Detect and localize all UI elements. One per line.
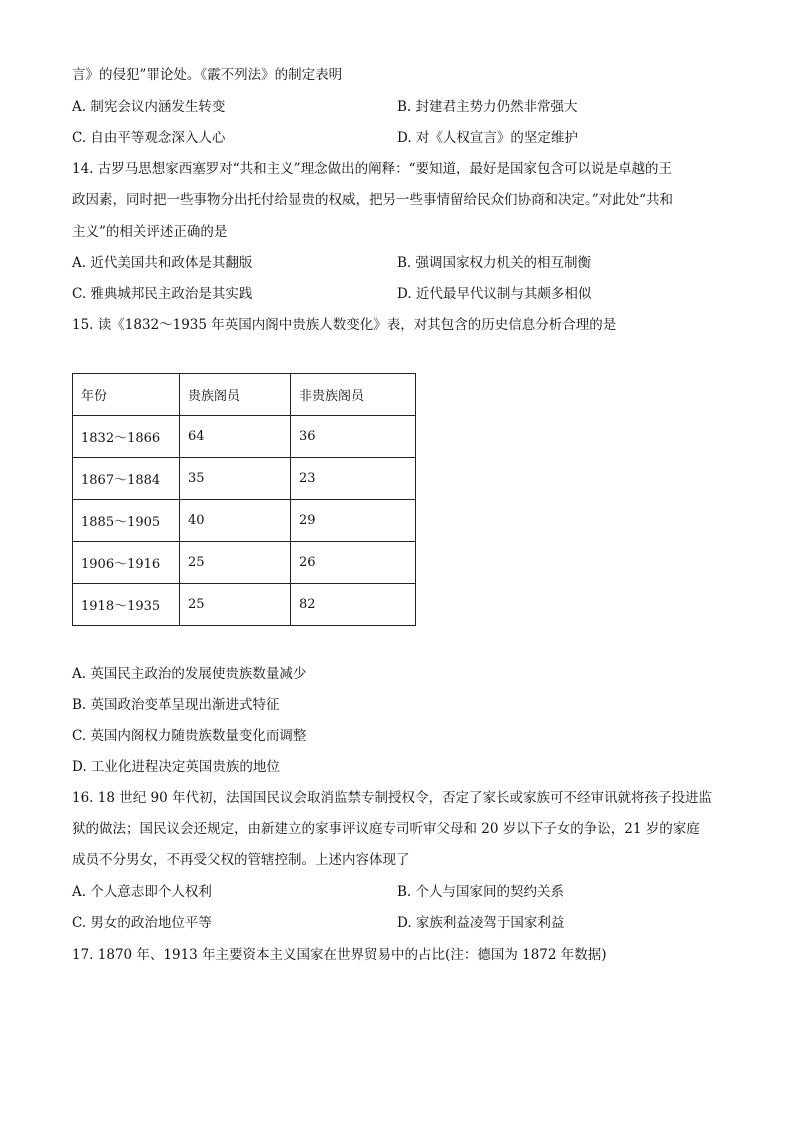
q15-stem: 15. 读《1832～1935 年英国内阁中贵族人数变化》表，对其包含的历史信息分析合理的是 <box>72 317 617 333</box>
q16-option-a: A. 个人意志即个人权利 <box>72 884 212 900</box>
table-cell: 40 <box>180 500 291 542</box>
table-cell: 64 <box>180 416 291 458</box>
q16-option-d: D. 家族利益凌驾于国家利益 <box>397 915 565 931</box>
table-header-row <box>73 374 416 416</box>
table-header-cell: 非贵族阁员 <box>291 374 416 416</box>
q16-stem-line-1: 16. 18 世纪 90 年代初，法国国民议会取消监禁专制授权令，否定了家长或家族可不经审讯就将孩子投进监 <box>72 790 712 806</box>
table-cell: 1832～1866 <box>73 416 180 458</box>
q15-option-d: D. 工业化进程决定英国贵族的地位 <box>72 759 280 775</box>
table-cell: 35 <box>180 458 291 500</box>
q13-option-a: A. 制宪会议内涵发生转变 <box>72 99 226 115</box>
q13-option-c: C. 自由平等观念深入人心 <box>72 130 226 146</box>
table-header-cell: 年份 <box>73 374 180 416</box>
table-row <box>73 584 416 626</box>
q16-stem-line-3: 成员不分男女，不再受父权的管辖控制。上述内容体现了 <box>72 852 410 868</box>
q15-option-c: C. 英国内阁权力随贵族数量变化而调整 <box>72 728 307 744</box>
q14-stem-line-2: 政因素，同时把一些事物分出托付给显贵的权威，把另一些事情留给民众们协商和决定。”对此处“共和 <box>72 192 674 208</box>
table-cell: 25 <box>180 542 291 584</box>
q13-option-d: D. 对《人权宣言》的坚定维护 <box>397 130 578 146</box>
table-row <box>73 416 416 458</box>
q16-stem-line-2: 狱的做法；国民议会还规定，由新建立的家事评议庭专司听审父母和 20 岁以下子女的争讼，21 岁的家庭 <box>72 821 700 837</box>
table-cell: 29 <box>291 500 416 542</box>
table-cell: 1906～1916 <box>73 542 180 584</box>
q15-option-a: A. 英国民主政治的发展使贵族数量减少 <box>72 666 307 682</box>
table-cell: 82 <box>291 584 416 626</box>
q14-option-b: B. 强调国家权力机关的相互制衡 <box>397 255 592 271</box>
q13-option-b: B. 封建君主势力仍然非常强大 <box>397 99 578 115</box>
table-cell: 23 <box>291 458 416 500</box>
q15-option-b: B. 英国政治变革呈现出渐进式特征 <box>72 697 280 713</box>
q14-option-a: A. 近代美国共和政体是其翻版 <box>72 255 253 271</box>
table-row <box>73 500 416 542</box>
table-cell: 1918～1935 <box>73 584 180 626</box>
q13-stem: 言》的侵犯”罪论处。《霰不列法》的制定表明 <box>72 67 343 83</box>
q14-option-d: D. 近代最早代议制与其颇多相似 <box>397 286 592 302</box>
q14-stem-line-3: 主义”的相关评述正确的是 <box>72 224 228 240</box>
table-header-cell: 贵族阁员 <box>180 374 291 416</box>
q14-option-c: C. 雅典城邦民主政治是其实践 <box>72 286 253 302</box>
table-row <box>73 458 416 500</box>
q16-option-b: B. 个人与国家间的契约关系 <box>397 884 565 900</box>
table-cell: 1867～1884 <box>73 458 180 500</box>
table-cell: 1885～1905 <box>73 500 180 542</box>
table-cell: 26 <box>291 542 416 584</box>
table-cell: 25 <box>180 584 291 626</box>
q14-stem-line-1: 14. 古罗马思想家西塞罗对“共和主义”理念做出的阐释：“要知道，最好是国家包含可以说是卓越的王 <box>72 161 672 177</box>
table-row <box>73 542 416 584</box>
nobility-table <box>72 373 416 626</box>
q16-option-c: C. 男女的政治地位平等 <box>72 915 212 931</box>
q17-stem: 17. 1870 年、1913 年主要资本主义国家在世界贸易中的占比(注：德国为 1872 年数据) <box>72 947 607 963</box>
table-cell: 36 <box>291 416 416 458</box>
